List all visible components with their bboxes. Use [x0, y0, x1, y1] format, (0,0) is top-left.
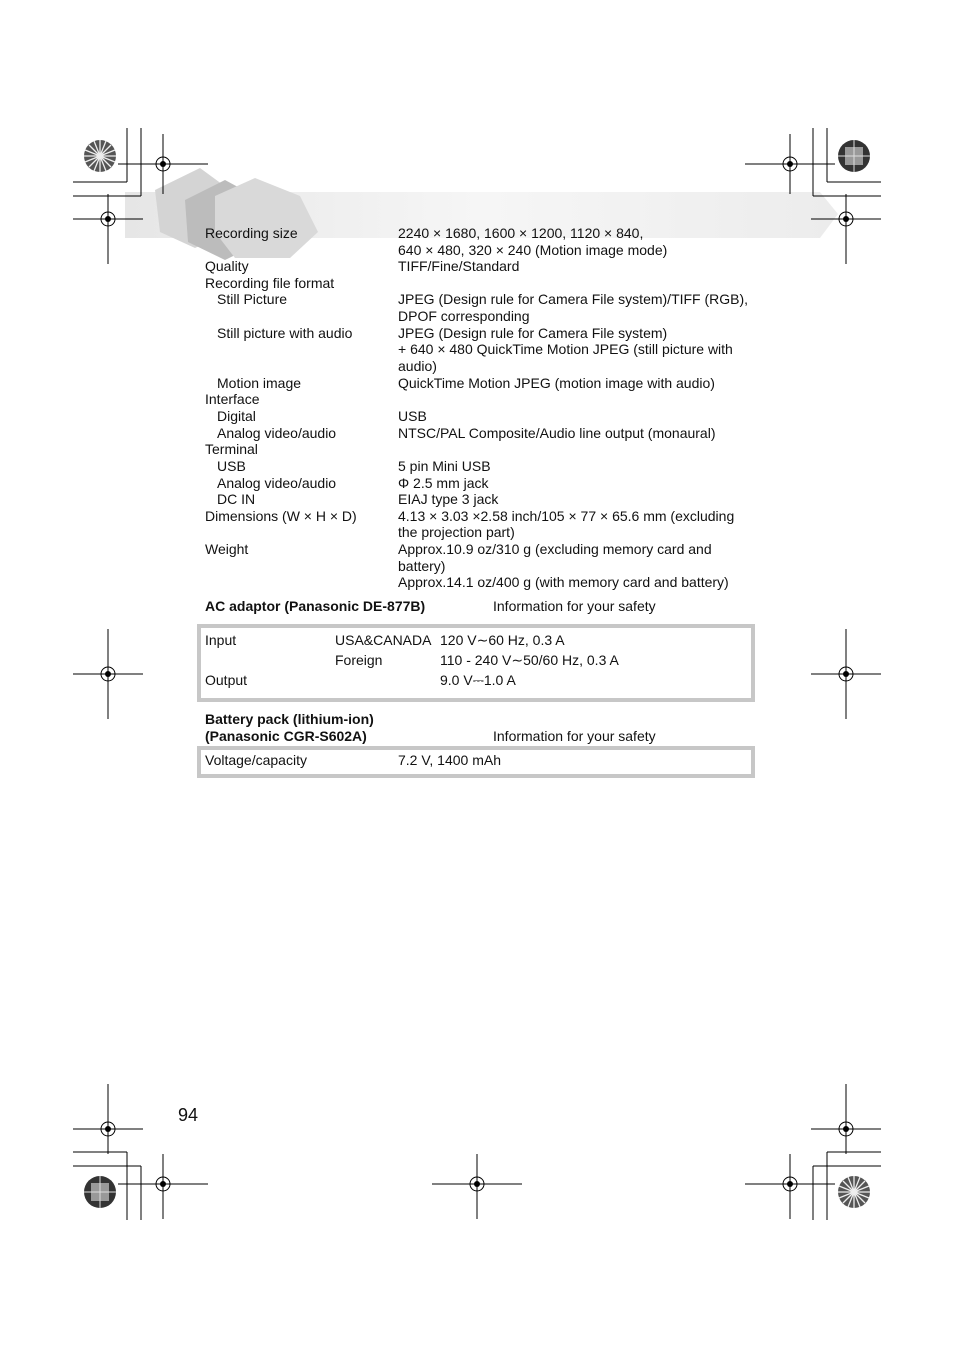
spec-label: Analog video/audio — [217, 475, 337, 491]
spec-value: JPEG (Design rule for Camera File system)/TIFF (RGB), — [398, 291, 749, 307]
sunburst-target-bottom-left — [84, 1176, 116, 1208]
spec-label: Quality — [205, 258, 249, 274]
usa-canada-label: USA&CANADA — [335, 632, 432, 648]
spec-value: battery) — [398, 558, 446, 574]
battery-safety-note: Information for your safety — [493, 728, 656, 744]
spec-label: Recording file format — [205, 275, 335, 291]
spec-label: Motion image — [217, 375, 302, 391]
spec-value: Φ 2.5 mm jack — [398, 475, 489, 491]
foreign-value: 110 - 240 V∼50/60 Hz, 0.3 A — [440, 652, 619, 668]
output-value: 9.0 V⎓1.0 A — [440, 672, 516, 688]
spec-value: EIAJ type 3 jack — [398, 491, 499, 507]
sunburst-target-top-right — [838, 140, 870, 172]
spec-value: audio) — [398, 358, 437, 374]
spec-value: 4.13 × 3.03 ×2.58 inch/105 × 77 × 65.6 mm (excluding — [398, 508, 735, 524]
voltage-value: 7.2 V, 1400 mAh — [398, 752, 502, 768]
spec-label: USB — [217, 458, 246, 474]
spec-value: JPEG (Design rule for Camera File system) — [398, 325, 668, 341]
spec-label: Digital — [217, 408, 256, 424]
spec-label: Interface — [205, 391, 260, 407]
spec-value: DPOF corresponding — [398, 308, 530, 324]
input-label: Input — [205, 632, 237, 648]
spec-label: Still Picture — [217, 291, 288, 307]
voltage-label: Voltage/capacity — [205, 752, 307, 768]
spec-value: 2240 × 1680, 1600 × 1200, 1120 × 840, — [398, 225, 644, 241]
page-number: 94 — [178, 1105, 199, 1125]
sunburst-target-bottom-right — [838, 1176, 870, 1208]
spec-value: the projection part) — [398, 524, 515, 540]
sunburst-target-top-left — [84, 140, 116, 172]
spec-value: + 640 × 480 QuickTime Motion JPEG (still picture with — [398, 341, 733, 357]
ac-adaptor-title: AC adaptor (Panasonic DE-877B) — [205, 598, 426, 614]
spec-label: Terminal — [205, 441, 258, 457]
spec-label: Dimensions (W × H × D) — [205, 508, 357, 524]
spec-value: Approx.14.1 oz/400 g (with memory card and battery) — [398, 574, 729, 590]
usa-canada-value: 120 V∼60 Hz, 0.3 A — [440, 632, 565, 648]
ac-adaptor-safety-note: Information for your safety — [493, 598, 656, 614]
spec-value: USB — [398, 408, 427, 424]
spec-value: TIFF/Fine/Standard — [398, 258, 520, 274]
spec-label: DC IN — [217, 491, 256, 507]
spec-label: Recording size — [205, 225, 298, 241]
spec-value: 640 × 480, 320 × 240 (Motion image mode) — [398, 242, 668, 258]
battery-title: Battery pack (lithium-ion) — [205, 711, 374, 727]
spec-value: QuickTime Motion JPEG (motion image with audio) — [398, 375, 715, 391]
output-label: Output — [205, 672, 248, 688]
foreign-label: Foreign — [335, 652, 383, 668]
spec-label: Analog video/audio — [217, 425, 337, 441]
spec-label: Still picture with audio — [217, 325, 353, 341]
spec-label: Weight — [205, 541, 249, 557]
spec-value: NTSC/PAL Composite/Audio line output (monaural) — [398, 425, 716, 441]
battery-model: (Panasonic CGR-S602A) — [205, 728, 367, 744]
spec-value: 5 pin Mini USB — [398, 458, 491, 474]
spec-value: Approx.10.9 oz/310 g (excluding memory card and — [398, 541, 712, 557]
